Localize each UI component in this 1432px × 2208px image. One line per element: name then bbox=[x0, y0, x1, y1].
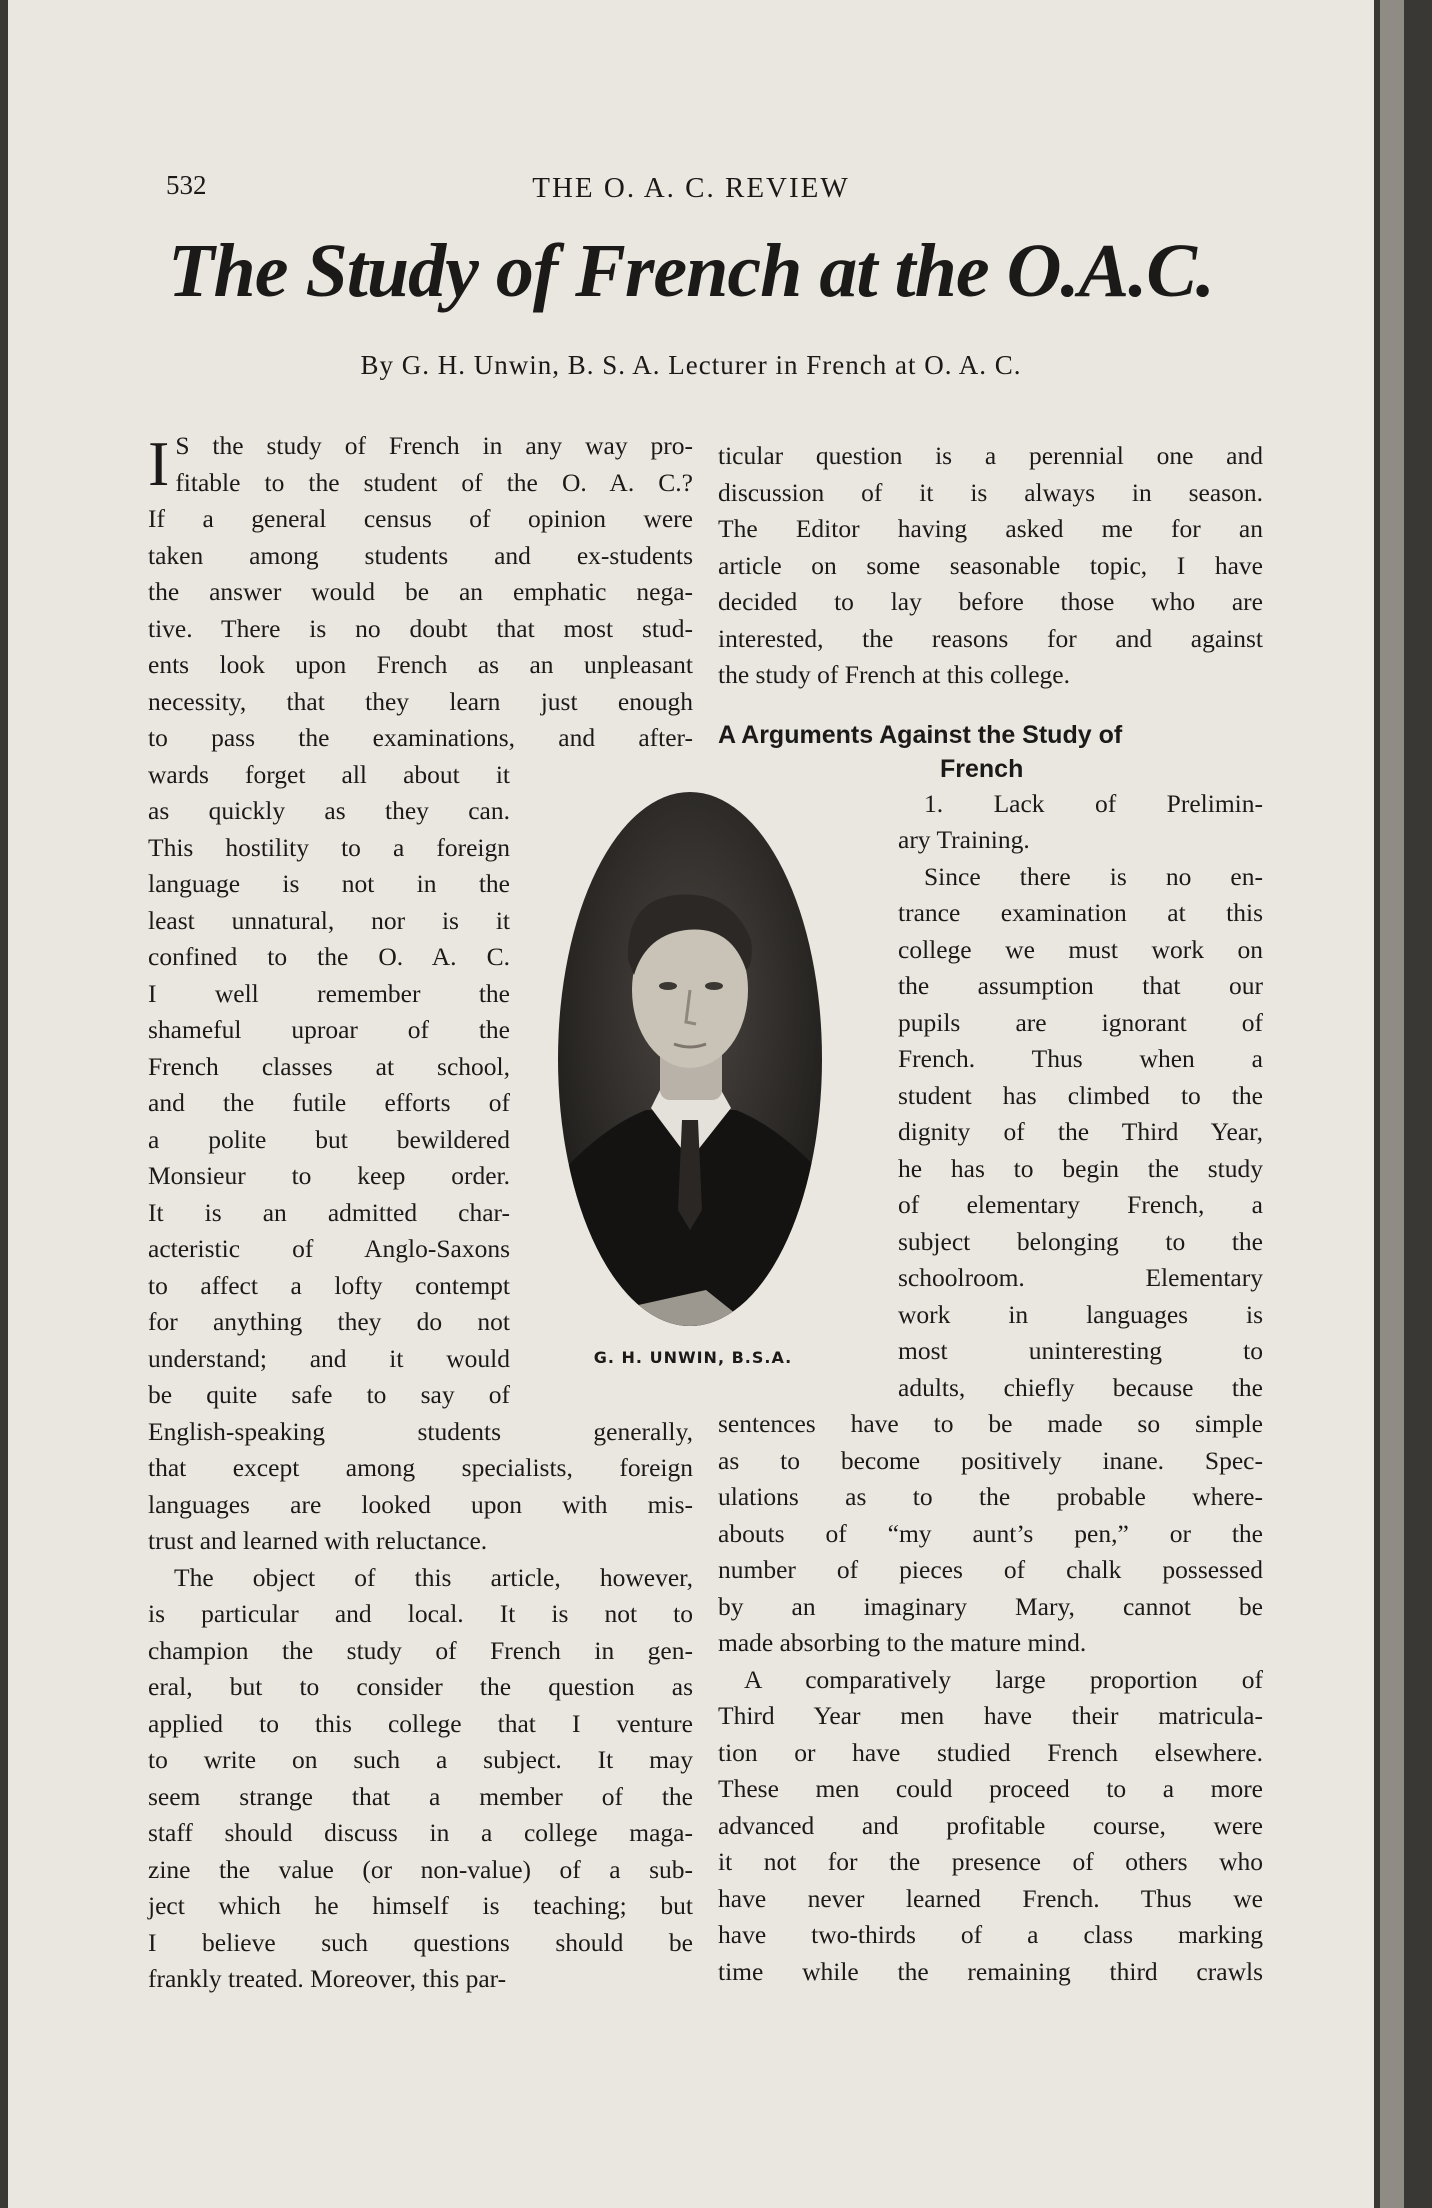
text-line: Since there is no en- bbox=[924, 861, 1263, 891]
text-line: discussion of it is always in season. bbox=[718, 477, 1263, 507]
magazine-page bbox=[8, 0, 1374, 2208]
text-line: adults, chiefly because the bbox=[898, 1372, 1263, 1402]
text-line: I well remember the bbox=[148, 978, 510, 1008]
text-line: for anything they do not bbox=[148, 1307, 510, 1336]
text-line: it not for the presence of others who bbox=[718, 1847, 1263, 1876]
text-line: 1. Lack of Prelimin- bbox=[924, 788, 1263, 818]
text-line: language is not in the bbox=[148, 869, 510, 898]
drop-cap: I bbox=[148, 428, 170, 499]
text-line: taken among students and ex-students bbox=[148, 540, 693, 570]
text-line: English-speaking students generally, bbox=[148, 1416, 693, 1446]
text-line: and the futile efforts of bbox=[148, 1088, 510, 1117]
text-line: These men could proceed to a more bbox=[718, 1774, 1263, 1803]
byline: By G. H. Unwin, B. S. A. Lecturer in French at O. A. C. bbox=[360, 350, 1022, 380]
text-line: eral, but to consider the question as bbox=[148, 1672, 693, 1701]
text-line: dignity of the Third Year, bbox=[898, 1117, 1263, 1146]
text-line: pupils are ignorant of bbox=[898, 1007, 1263, 1037]
text-line: tive. There is no doubt that most stud- bbox=[148, 613, 693, 643]
text-line: decided to lay before those who are bbox=[718, 587, 1263, 616]
text-line: to write on such a subject. It may bbox=[148, 1745, 693, 1774]
text-line: A comparatively large proportion of bbox=[744, 1664, 1263, 1694]
text-line: most uninteresting to bbox=[898, 1336, 1263, 1365]
text-line: staff should discuss in a college maga- bbox=[148, 1818, 693, 1847]
text-line: a polite but bewildered bbox=[148, 1124, 510, 1154]
right-column-narrow bbox=[718, 786, 1263, 1407]
text-line: shameful uproar of the bbox=[148, 1015, 510, 1044]
text-line: seem strange that a member of the bbox=[148, 1781, 693, 1811]
text-line: made absorbing to the mature mind. bbox=[718, 1628, 1087, 1657]
text-line: acteristic of Anglo-Saxons bbox=[148, 1234, 510, 1263]
text-line: be quite safe to say of bbox=[148, 1380, 510, 1409]
scan-edge-right bbox=[1374, 0, 1432, 2208]
text-line: the answer would be an emphatic nega- bbox=[148, 577, 693, 606]
text-line: ticular question is a perennial one and bbox=[718, 441, 1263, 470]
text-line: work in languages is bbox=[898, 1299, 1263, 1329]
text-line: French classes at school, bbox=[148, 1051, 510, 1081]
text-line: advanced and profitable course, were bbox=[718, 1810, 1263, 1840]
text-line: article on some seasonable topic, I have bbox=[718, 550, 1263, 580]
text-line: number of pieces of chalk possessed bbox=[718, 1555, 1263, 1584]
section-heading-line-2: French bbox=[940, 754, 1024, 783]
text-line: the assumption that our bbox=[898, 971, 1263, 1000]
text-line: have never learned French. Thus we bbox=[718, 1883, 1263, 1913]
scan-edge-left bbox=[0, 0, 8, 2208]
text-line: champion the study of French in gen- bbox=[148, 1635, 693, 1665]
running-head bbox=[8, 170, 1374, 210]
text-line: to affect a lofty contempt bbox=[148, 1270, 510, 1300]
text-line: abouts of “my aunt’s pen,” or the bbox=[718, 1518, 1263, 1548]
text-line: ary Training. bbox=[898, 825, 1030, 854]
text-line: wards forget all about it bbox=[148, 759, 510, 789]
text-line: understand; and it would bbox=[148, 1343, 510, 1373]
right-column-continuation bbox=[718, 1406, 1263, 1990]
text-line: college we must work on bbox=[898, 934, 1263, 964]
text-line: confined to the O. A. C. bbox=[148, 942, 510, 971]
text-line: The object of this article, however, bbox=[174, 1562, 693, 1592]
text-line: of elementary French, a bbox=[898, 1190, 1263, 1219]
article-title: The Study of French at the O.A.C. bbox=[168, 229, 1214, 313]
photo-caption: G. H. UNWIN, B.S.A. bbox=[593, 1348, 793, 1367]
text-line: The Editor having asked me for an bbox=[718, 514, 1263, 543]
text-line: If a general census of opinion were bbox=[148, 504, 693, 533]
text-line: French. Thus when a bbox=[898, 1044, 1263, 1073]
text-line: as to become positively inane. Spec- bbox=[718, 1445, 1263, 1475]
text-line: by an imaginary Mary, cannot be bbox=[718, 1591, 1263, 1621]
page-number: 532 bbox=[166, 170, 207, 200]
text-line: Monsieur to keep order. bbox=[148, 1161, 510, 1190]
text-line: trance examination at this bbox=[898, 898, 1263, 927]
text-line: fitable to the student of the O. A. C.? bbox=[175, 467, 693, 497]
text-line: necessity, that they learn just enough bbox=[148, 686, 693, 716]
text-line: subject belonging to the bbox=[898, 1226, 1263, 1256]
text-line: languages are looked upon with mis- bbox=[148, 1489, 693, 1519]
text-line: applied to this college that I venture bbox=[148, 1708, 693, 1738]
text-line: This hostility to a foreign bbox=[148, 832, 510, 862]
text-line: is particular and local. It is not to bbox=[148, 1599, 693, 1628]
left-column bbox=[148, 428, 693, 1998]
text-line: It is an admitted char- bbox=[148, 1197, 510, 1227]
text-line: have two-thirds of a class marking bbox=[718, 1920, 1263, 1949]
text-line: the study of French at this college. bbox=[718, 660, 1070, 689]
text-line: schoolroom. Elementary bbox=[898, 1263, 1263, 1292]
text-line: zine the value (or non-value) of a sub- bbox=[148, 1854, 693, 1884]
text-line: I believe such questions should be bbox=[148, 1927, 693, 1957]
text-line: ulations as to the probable where- bbox=[718, 1482, 1263, 1511]
section-heading-line-1: A Arguments Against the Study of bbox=[718, 720, 1123, 749]
section-heading bbox=[718, 718, 1263, 786]
text-line: time while the remaining third crawls bbox=[718, 1956, 1263, 1986]
text-line: trust and learned with reluctance. bbox=[148, 1526, 488, 1555]
text-line: as quickly as they can. bbox=[148, 796, 510, 825]
text-line: S the study of French in any way pro- bbox=[175, 431, 693, 460]
text-line: sentences have to be made so simple bbox=[718, 1409, 1263, 1438]
text-line: Third Year men have their matricula- bbox=[718, 1701, 1263, 1730]
text-line: he has to begin the study bbox=[898, 1153, 1263, 1183]
text-line: ject which he himself is teaching; but bbox=[148, 1891, 693, 1920]
left-column-lines bbox=[148, 428, 693, 1998]
text-line: frankly treated. Moreover, this par- bbox=[148, 1964, 507, 1993]
journal-title: THE O. A. C. REVIEW bbox=[532, 172, 850, 204]
text-line: student has climbed to the bbox=[898, 1080, 1263, 1110]
text-line: tion or have studied French elsewhere. bbox=[718, 1737, 1263, 1767]
right-column bbox=[718, 438, 1263, 1990]
text-line: interested, the reasons for and against bbox=[718, 623, 1263, 653]
text-line: least unnatural, nor is it bbox=[148, 905, 510, 935]
text-line: ents look upon French as an unpleasant bbox=[148, 650, 693, 679]
text-line: that except among specialists, foreign bbox=[148, 1453, 693, 1482]
right-column-intro bbox=[718, 438, 1263, 694]
text-line: to pass the examinations, and after- bbox=[148, 723, 693, 752]
